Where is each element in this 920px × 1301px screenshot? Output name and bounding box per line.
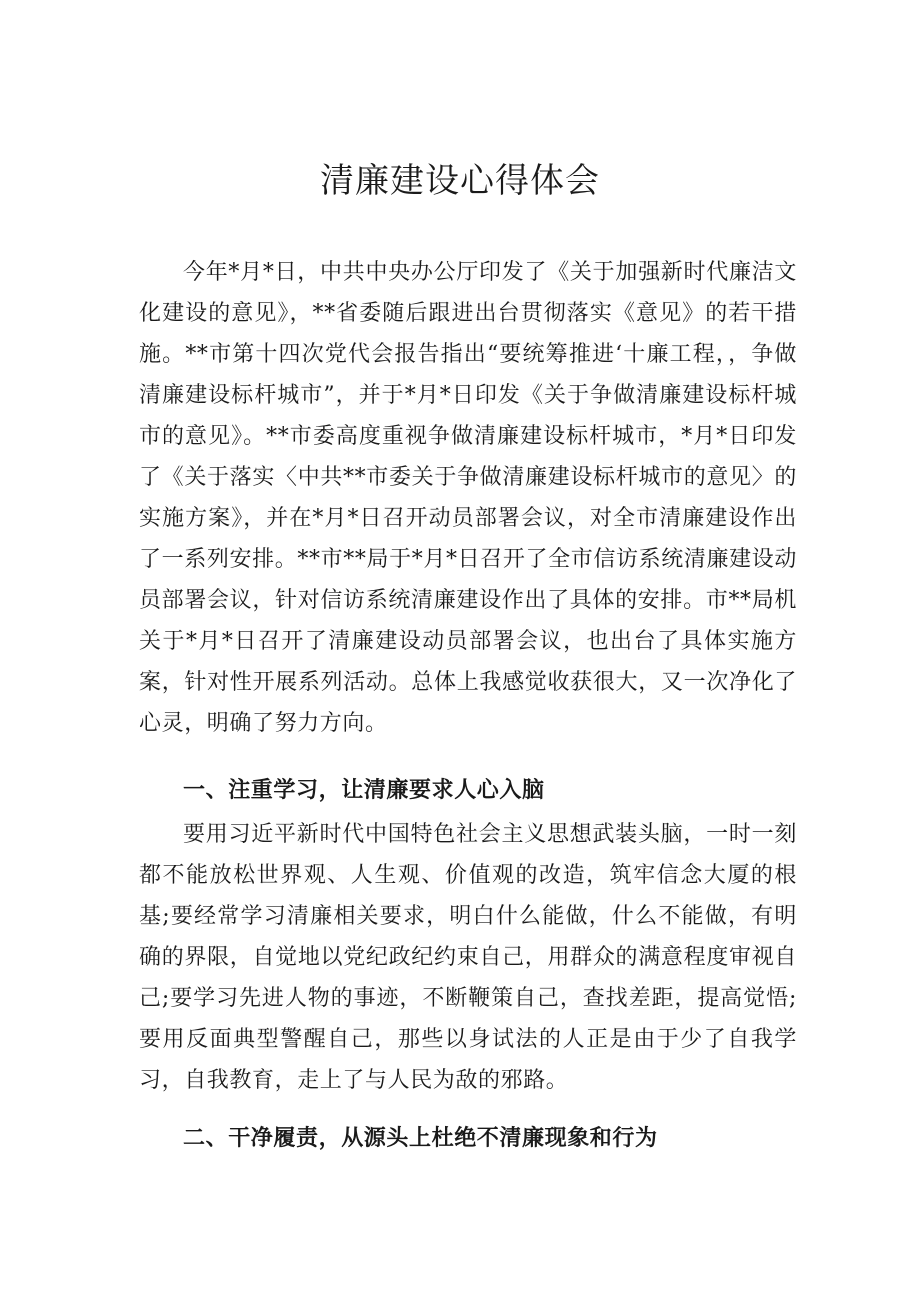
intro-paragraph: 今年*月*日，中共中央办公厅印发了《关于加强新时代廉洁文化建设的意见》，**省委随后跟进出台贯彻落实《意见》的若干措施。**市第十四次党代会报告指出“要统筹推进‘十廉工程，，争做清廉建设标杆城市”，并于*月*日印发《关于争做清廉建设标杆城市的意见》。**市委高度重视争做清廉建设标杆城市，*月*日印发了《关于落实〈中共**市委关于争做清廉建设标杆城市的意见〉的实施方案》，并在*月*日召开动员部署会议，对全市清廉建设作出了一系列安排。**市**局于*月*日召开了全市信访系统清廉建设动员部署会议，针对信访系统清廉建设作出了具体的安排。市**局机关于*月*日召开了清廉建设动员部署会议，也出台了具体实施方案，针对性开展系列活动。总体上我感觉收获很大，又一次净化了心灵，明确了努力方向。 [139,260,797,736]
section-1-paragraph: 要用习近平新时代中国特色社会主义思想武装头脑，一时一刻都不能放松世界观、人生观、价值观的改造，筑牢信念大厦的根基;要经常学习清廉相关要求，明白什么能做，什么不能做，有明确的界限，自觉地以党纪政纪约束自己，用群众的满意程度审视自己;要学习先进人物的事迹，不断鞭策自己，查找差距，提高觉悟;要用反面典型警醒自己，那些以身试法的人正是由于少了自我学习，自我教育，走上了与人民为敌的邪路。 [139,822,797,1093]
section-heading-1: 一、注重学习，让清廉要求人心入脑 [183,778,545,803]
section-heading-2: 二、干净履责，从源头上杜绝不清廉现象和行为 [183,1126,658,1151]
document-title: 清廉建设心得体会 [320,161,600,201]
